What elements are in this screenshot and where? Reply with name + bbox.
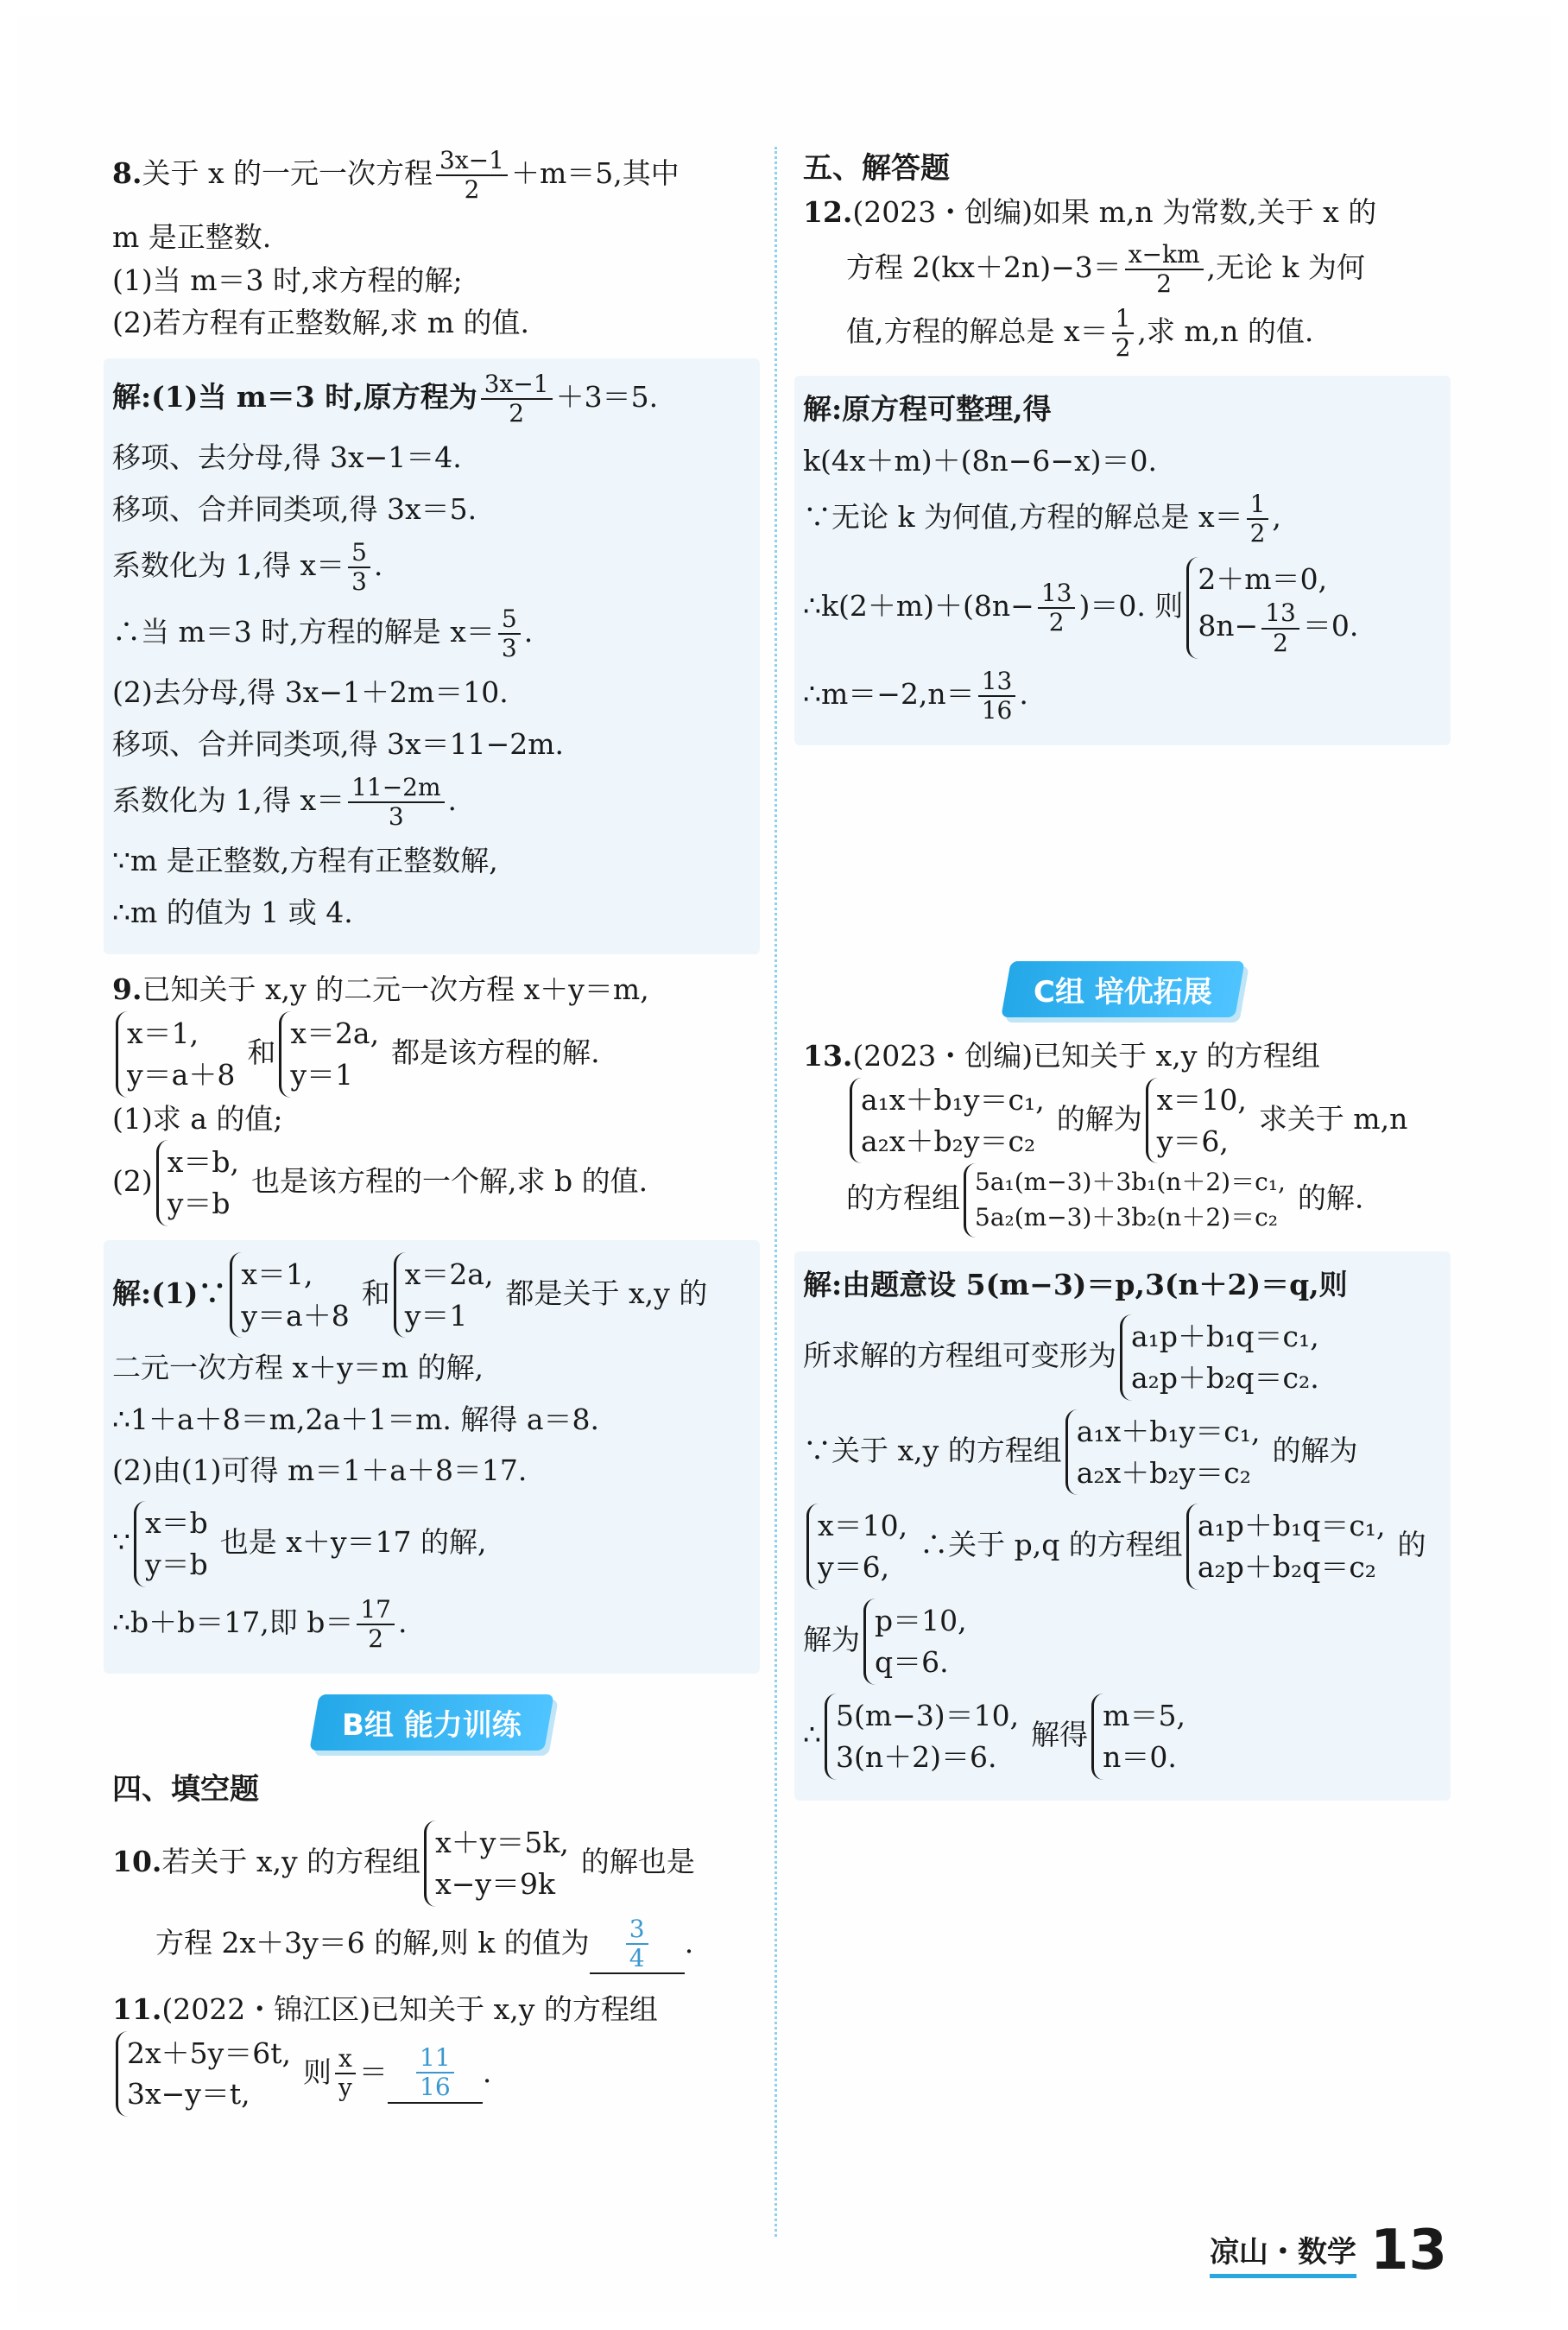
question-10	[112, 1820, 751, 1974]
q11-sys-row2: 3x−y＝t,	[127, 2077, 250, 2112]
solution-13	[794, 1251, 1451, 1801]
s8-frac4-num: 5	[348, 539, 370, 568]
s13-system6c	[1091, 1694, 1194, 1780]
s8-line2: 移项、去分母,得 3x−1＝4.	[112, 440, 462, 475]
q10-sys-row1: x＋y＝5k,	[435, 1826, 569, 1859]
q12-fraction2	[1112, 305, 1135, 362]
q11-fraction	[335, 2045, 356, 2102]
s12-frac5-den: 16	[981, 696, 1013, 725]
q9-sys2-row1: x＝2a,	[290, 1016, 380, 1050]
q11-end: .	[482, 2055, 492, 2089]
q9-system1	[116, 1011, 243, 1098]
s8-frac4	[348, 539, 370, 596]
s12-line4a: ∴k(2＋m)＋(8n−	[803, 588, 1034, 623]
q8-frac-den: 2	[464, 175, 480, 205]
q10-ans-den: 4	[629, 1943, 645, 1972]
q12-frac-num: x−km	[1125, 241, 1204, 270]
q9-part2a: (2)	[112, 1163, 153, 1198]
q9-system2	[279, 1011, 388, 1098]
q12-stem-e: ,求 m,n 的值.	[1137, 314, 1314, 349]
q12-frac2-num: 1	[1112, 305, 1135, 334]
s12-sys-row2b: ＝0.	[1302, 609, 1359, 643]
s12-frac5-num: 13	[978, 668, 1016, 697]
s8-frac4-den: 3	[351, 567, 367, 597]
q12-frac2-den: 2	[1115, 333, 1131, 363]
q10-number: 10.	[112, 1844, 162, 1878]
s8-line1b: ＋3＝5.	[555, 380, 659, 415]
s9-frac6	[357, 1596, 395, 1653]
q13-sys3-row2: 5a₂(m−3)＋3b₂(n＋2)＝c₂	[975, 1203, 1278, 1231]
question-13	[803, 1035, 1442, 1237]
q13-system3	[964, 1163, 1294, 1237]
q11-eq: ＝	[358, 2055, 388, 2089]
s12-line3a: ∵无论 k 为何值,方程的解总是 x＝	[803, 500, 1243, 535]
s13-system5	[863, 1599, 976, 1685]
s13-system4	[806, 1504, 916, 1590]
q10-answer-blank	[590, 1915, 685, 1974]
q13-sys2-row2: y＝6,	[1156, 1124, 1229, 1158]
s13-sys4b-row1: a₁p＋b₁q＝c₁,	[1197, 1509, 1386, 1543]
s8-frac1	[481, 370, 553, 427]
question-11	[112, 1988, 751, 2117]
s9-system2	[394, 1252, 503, 1339]
s13-sys4b-row2: a₂p＋b₂q＝c₂	[1197, 1550, 1377, 1585]
q9-number: 9.	[112, 972, 142, 1007]
s13-line3b: 的解为	[1272, 1433, 1358, 1467]
s8-line4a: 系数化为 1,得 x＝	[112, 548, 345, 583]
s9-frac6-den: 2	[368, 1624, 384, 1653]
s13-sys6-row2: 3(n＋2)＝6.	[836, 1739, 997, 1774]
q11-stem-a: (2022・锦江区)已知关于 x,y 的方程组	[161, 1992, 658, 2027]
q12-fraction	[1125, 241, 1204, 298]
s9-system3	[134, 1501, 217, 1587]
s8-line8a: 系数化为 1,得 x＝	[112, 783, 345, 818]
group-b-tag	[309, 1694, 553, 1751]
q11-number: 11.	[112, 1992, 162, 2027]
s9-sys3-row2: y＝b	[145, 1547, 208, 1581]
q11-answer-blank	[388, 2044, 483, 2103]
q9-stem-b: 都是该方程的解.	[391, 1035, 600, 1069]
s8-frac8	[348, 774, 444, 831]
q9-sys1-row2: y＝a＋8	[127, 1057, 236, 1092]
s8-line7: 移项、合并同类项,得 3x＝11−2m.	[112, 726, 565, 761]
q11-frac-num: x	[335, 2045, 356, 2074]
s13-sys4-row1: x＝10,	[818, 1509, 908, 1543]
s9-and: 和	[361, 1276, 390, 1310]
s13-line4a: ∴关于 p,q 的方程组	[920, 1528, 1183, 1562]
s8-frac5-num: 5	[498, 605, 521, 635]
q13-sys1-row2: a₂x＋b₂y＝c₂	[861, 1124, 1036, 1158]
q13-sys3-row1: 5a₁(m−3)＋3b₁(n＋2)＝c₁,	[975, 1168, 1286, 1197]
s12-line2: k(4x＋m)＋(8n−6−x)＝0.	[803, 443, 1158, 478]
s13-line5a: 解为	[803, 1623, 860, 1656]
s13-system6	[825, 1694, 1027, 1780]
q9-system3	[156, 1140, 248, 1226]
q8-part2: (2)若方程有正整数解,求 m 的值.	[112, 306, 529, 340]
s9-sys2-row1: x＝2a,	[404, 1257, 494, 1291]
q13-system2	[1146, 1078, 1255, 1164]
q10-ans-num: 3	[626, 1915, 648, 1945]
q10-stem-c: 方程 2x＋3y＝6 的解,则 k 的值为	[155, 1925, 590, 1960]
s8-frac8-den: 3	[388, 802, 404, 832]
s13-sys6c-row1: m＝5,	[1103, 1698, 1185, 1732]
s8-line1a: 解:(1)当 m＝3 时,原方程为	[112, 380, 477, 415]
s13-line1: 解:由题意设 5(m−3)＝p,3(n＋2)＝q,则	[803, 1267, 1348, 1301]
s13-system4b	[1186, 1504, 1394, 1590]
s12-sys-row1: 2＋m＝0,	[1198, 561, 1328, 596]
s8-frac8-num: 11−2m	[348, 774, 444, 803]
s12-line3b: ,	[1272, 500, 1281, 535]
right-column	[803, 147, 1442, 1814]
s13-sys6-row1: 5(m−3)＝10,	[836, 1698, 1020, 1732]
s12-frac3-den: 2	[1249, 519, 1266, 548]
q10-stem-b: 的解也是	[580, 1844, 695, 1878]
s9-sys1-row2: y＝a＋8	[241, 1298, 350, 1333]
s13-system2	[1120, 1314, 1328, 1401]
q12-stem-a: (2023・创编)如果 m,n 为常数,关于 x 的	[852, 195, 1377, 229]
s12-frac4-den: 2	[1048, 607, 1065, 636]
q9-part1: (1)求 a 的值;	[112, 1101, 283, 1136]
q8-number: 8.	[112, 156, 142, 191]
s8-line10: ∴m 的值为 1 或 4.	[112, 895, 353, 929]
s9-sys3-row1: x＝b	[145, 1505, 208, 1540]
solution-8	[104, 358, 760, 955]
q8-part1: (1)当 m＝3 时,求方程的解;	[112, 263, 463, 297]
s13-sys2-row1: a₁p＋b₁q＝c₁,	[1131, 1320, 1319, 1354]
q8-frac-num: 3x−1	[436, 147, 508, 176]
section-5-heading: 五、解答题	[803, 151, 950, 186]
s12-frac3-num: 1	[1247, 491, 1269, 520]
q8-fraction	[436, 147, 508, 204]
q9-stem-a: 已知关于 x,y 的二元一次方程 x＋y＝m,	[142, 972, 649, 1007]
q13-stem-e: 的解.	[1297, 1181, 1364, 1215]
s12-line5b: .	[1019, 677, 1028, 712]
s12-line1: 解:原方程可整理,得	[803, 392, 1052, 427]
q12-stem-c: ,无论 k 为何	[1206, 250, 1365, 284]
s9-line6b: .	[397, 1605, 408, 1639]
q9-and: 和	[247, 1035, 276, 1069]
question-8	[112, 147, 751, 345]
s12-line5a: ∴m＝−2,n＝	[803, 677, 975, 712]
q12-number: 12.	[803, 195, 853, 229]
s12-frac4-num: 13	[1038, 579, 1076, 609]
s8-frac5	[498, 605, 521, 662]
q11-stem-b: 则	[303, 2055, 332, 2089]
q9-part2b: 也是该方程的一个解,求 b 的值.	[250, 1163, 648, 1198]
q9-sys3-row2: y＝b	[167, 1186, 231, 1220]
s9-line1b: 都是关于 x,y 的	[505, 1276, 708, 1310]
q12-frac-den: 2	[1156, 269, 1173, 298]
s13-line6b: 解得	[1031, 1717, 1089, 1751]
s12-system	[1186, 557, 1367, 659]
page-number: 13	[1369, 2219, 1447, 2283]
s12-sys-row2a: 8n−	[1198, 609, 1259, 643]
solution-12	[794, 376, 1451, 745]
q13-number: 13.	[803, 1039, 853, 1073]
group-b-label: B组 能力训练	[342, 1708, 522, 1743]
section-4-heading: 四、填空题	[112, 1772, 259, 1807]
column-divider	[775, 147, 777, 2237]
s9-line2: 二元一次方程 x＋y＝m 的解,	[112, 1351, 484, 1385]
left-column	[112, 147, 751, 2117]
page-footer	[1209, 2219, 1447, 2283]
s13-system3	[1065, 1409, 1269, 1496]
s9-sys2-row2: y＝1	[404, 1298, 468, 1333]
s13-sys3-row1: a₁x＋b₁y＝c₁,	[1076, 1414, 1261, 1448]
s13-sys2-row2: a₂p＋b₂q＝c₂.	[1131, 1360, 1319, 1395]
s13-sys5-row2: q＝6.	[875, 1645, 949, 1679]
s9-system1	[230, 1252, 357, 1339]
s13-line6a: ∴	[803, 1717, 821, 1751]
q13-stem-b: 的解为	[1056, 1101, 1142, 1136]
s9-line6a: ∴b＋b＝17,即 b＝	[112, 1605, 354, 1639]
q10-stem-a: 若关于 x,y 的方程组	[161, 1844, 421, 1878]
s12-frac4	[1038, 579, 1076, 636]
s8-line6: (2)去分母,得 3x−1＋2m＝10.	[112, 675, 509, 709]
q12-stem-d: 值,方程的解总是 x＝	[846, 314, 1109, 349]
q10-sys-row2: x−y＝9k	[435, 1866, 556, 1901]
q11-ans-den: 16	[420, 2073, 451, 2102]
q13-sys1-row1: a₁x＋b₁y＝c₁,	[861, 1082, 1045, 1117]
q11-ans-num: 11	[416, 2044, 454, 2074]
q12-stem-b: 方程 2(kx＋2n)−3＝	[846, 250, 1122, 284]
q9-sys1-row1: x＝1,	[127, 1016, 199, 1050]
q9-sys2-row2: y＝1	[290, 1057, 353, 1092]
s13-line2a: 所求解的方程组可变形为	[803, 1338, 1116, 1372]
q11-sys-row1: 2x＋5y＝6t,	[127, 2036, 291, 2070]
s12-frac3	[1247, 491, 1269, 548]
s8-line3: 移项、合并同类项,得 3x＝5.	[112, 491, 477, 526]
s13-line3a: ∵关于 x,y 的方程组	[803, 1433, 1062, 1467]
q10-system	[424, 1820, 578, 1907]
s8-frac5-den: 3	[501, 633, 517, 662]
s8-line5a: ∴当 m＝3 时,方程的解是 x＝	[112, 614, 495, 649]
s13-line4c: 的	[1397, 1528, 1426, 1562]
s8-line9: ∵m 是正整数,方程有正整数解,	[112, 844, 498, 878]
s12-sys-row2-den: 2	[1273, 628, 1288, 657]
q10-end: .	[684, 1925, 694, 1960]
s8-line5b: .	[523, 614, 534, 649]
q11-system	[116, 2031, 300, 2118]
question-12	[803, 191, 1442, 362]
q13-stem-a: (2023・创编)已知关于 x,y 的方程组	[852, 1039, 1320, 1073]
q11-frac-den: y	[338, 2074, 352, 2103]
q8-stem-b: ＋m＝5,其中	[510, 156, 680, 191]
group-c-label: C组 培优拓展	[1033, 975, 1212, 1010]
s8-frac1-den: 2	[509, 399, 525, 428]
s12-sys-row2-num: 13	[1261, 599, 1299, 629]
question-9	[112, 968, 751, 1225]
s8-line8b: .	[447, 783, 458, 818]
s13-sys3-row2: a₂x＋b₂y＝c₂	[1076, 1455, 1251, 1490]
solution-9	[104, 1240, 760, 1674]
q13-stem-d: 的方程组	[846, 1181, 960, 1215]
s9-frac6-num: 17	[357, 1596, 395, 1625]
s9-line3: ∴1＋a＋8＝m,2a＋1＝m. 解得 a＝8.	[112, 1402, 600, 1436]
s9-line5b: 也是 x＋y＝17 的解,	[219, 1524, 487, 1559]
q13-sys2-row1: x＝10,	[1156, 1082, 1247, 1117]
s13-sys6c-row2: n＝0.	[1103, 1739, 1177, 1774]
q13-stem-c: 求关于 m,n	[1258, 1101, 1408, 1136]
s12-frac5	[978, 668, 1016, 725]
s9-line1a: 解:(1)∵	[112, 1276, 227, 1310]
s9-line4: (2)由(1)可得 m＝1＋a＋8＝17.	[112, 1453, 528, 1488]
q8-stem-c: m 是正整数.	[112, 220, 272, 255]
q8-stem-a: 关于 x 的一元一次方程	[142, 156, 433, 191]
s8-line4b: .	[373, 548, 383, 583]
q13-system1	[850, 1078, 1053, 1164]
q9-sys3-row1: x＝b,	[167, 1145, 239, 1180]
s9-line5a: ∵	[112, 1524, 130, 1559]
s12-line4b: )＝0. 则	[1078, 588, 1184, 623]
s13-sys5-row1: p＝10,	[875, 1604, 967, 1638]
footer-brand: 凉山・数学	[1210, 2228, 1356, 2278]
s9-sys1-row1: x＝1,	[241, 1257, 313, 1291]
group-c-tag	[1001, 961, 1244, 1017]
s8-frac1-num: 3x−1	[481, 370, 553, 400]
s13-sys4-row2: y＝6,	[818, 1550, 890, 1585]
